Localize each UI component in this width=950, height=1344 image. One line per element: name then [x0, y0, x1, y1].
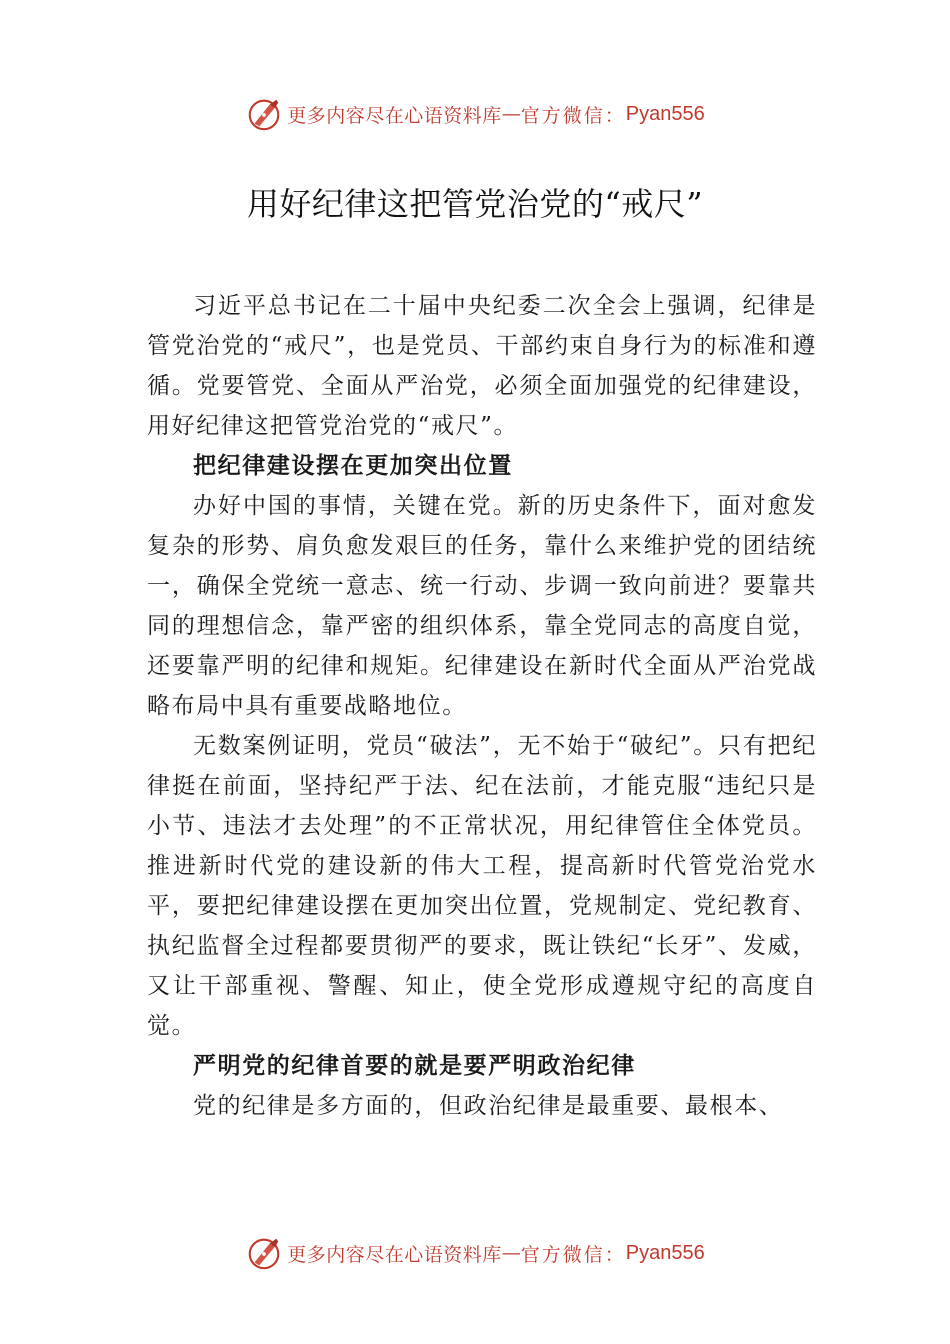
banner-right-text: 官方微信：	[520, 1243, 626, 1266]
banner-wechat-id: Pyan556	[625, 102, 705, 125]
header-banner	[0, 92, 950, 136]
paragraph-1: 习近平总书记在二十届中央纪委二次全会上强调，纪律是管党治党的“戒尺”，也是党员、干部约束自身行为的标准和遵循。党要管党、全面从严治党，必须全面加强党的纪律建设，用好纪律这把管党治党的“戒尺”。	[147, 293, 817, 439]
banner-left-text: 更多内容尽在心语资料库	[287, 1243, 502, 1266]
banner-separator: —	[501, 103, 521, 125]
banner-separator: —	[501, 1242, 521, 1264]
paragraph-3: 无数案例证明，党员“破法”，无不始于“破纪”。只有把纪律挺在前面，坚持纪严于法、纪在法前，才能克服“违纪只是小节、违法才去处理”的不正常状况，用纪律管住全体党员。推进新时代党的建设新的伟大工程，提高新时代管党治党水平，要把纪律建设摆在更加突出位置，党规制定、党纪教育、执纪监督全过程都要贯彻严的要求，既让铁纪“长牙”、发威， 又让干部重视、警醒、知止，使全党形成遵规守纪的高度自觉。	[147, 733, 817, 1039]
banner-right-text: 官方微信：	[520, 104, 626, 127]
paragraph-4: 党的纪律是多方面的，但政治纪律是最重要、最根本、	[193, 1093, 784, 1119]
banner-left-text: 更多内容尽在心语资料库	[287, 104, 502, 127]
pen-nib-logo-icon	[245, 95, 283, 133]
section-heading-2: 严明党的纪律首要的就是要严明政治纪律	[193, 1052, 636, 1079]
paragraph-2: 办好中国的事情，关键在党。新的历史条件下，面对愈发复杂的形势、肩负愈发艰巨的任务，靠什么来维护党的团结统一，确保全党统一意志、统一行动、步调一致向前进？要靠共同的理想信念，靠严密的组织体系，靠全党同志的高度自觉，还要靠严明的纪律和规矩。纪律建设在新时代全面从严治党战略布局中具有重要战略地位。	[147, 493, 817, 719]
document-body	[147, 286, 817, 1126]
pen-nib-logo-icon	[245, 1234, 283, 1272]
section-heading-1: 把纪律建设摆在更加突出位置	[193, 452, 513, 479]
banner-wechat-id: Pyan556	[625, 1241, 705, 1264]
document-title: 用好纪律这把管党治党的“戒尺”	[246, 185, 704, 224]
footer-banner	[0, 1231, 950, 1275]
